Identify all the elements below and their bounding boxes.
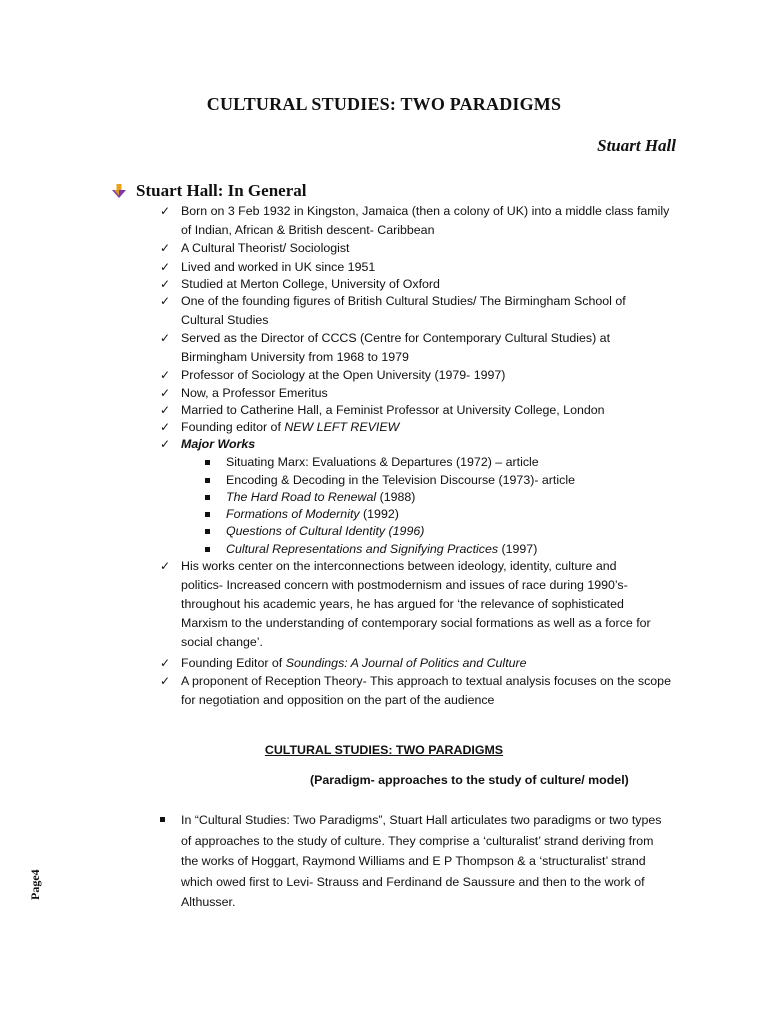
list-item-line: throughout his academic years, he has argued for ‘the relevance of sophisticated (181, 597, 624, 611)
paragraph-line: which owed first to Levi- Strauss and Ferdinand de Saussure and then to the work of (181, 874, 645, 889)
works-list-item (205, 453, 675, 472)
square-bullet-icon (160, 817, 165, 822)
arrow-down-bullet-icon (112, 184, 126, 198)
check-mark-icon: ✓ (160, 204, 171, 218)
paragraph-line: In “Cultural Studies: Two Paradigms”, Stuart Hall articulates two paradigms or two types (181, 813, 662, 827)
list-item-line: A Cultural Theorist/ Sociologist (181, 241, 350, 255)
author-name: Stuart Hall (597, 136, 676, 155)
work-year: (1992) (359, 507, 399, 521)
list-item (160, 202, 680, 240)
check-mark-icon: ✓ (160, 241, 171, 255)
list-item-line: Birmingham University from 1968 to 1979 (181, 350, 409, 364)
list-item-line: Served as the Director of CCCS (Centre for Contemporary Cultural Studies) at (181, 331, 611, 345)
check-mark-icon: ✓ (160, 386, 171, 400)
square-bullet-icon (205, 547, 210, 552)
page-number: Page4 (28, 869, 42, 900)
work-title: Formations of Modernity (226, 507, 360, 521)
section2-subtitle: (Paradigm- approaches to the study of culture/ model) (310, 773, 629, 787)
check-mark-icon: ✓ (160, 368, 171, 382)
list-item-line: Lived and worked in UK since 1951 (181, 260, 376, 274)
list-item-line: of Indian, African & British descent- Caribbean (181, 223, 435, 237)
square-bullet-icon (205, 478, 210, 483)
list-item-line: Marxism to the understanding of contemporary social formations as well as a force for (181, 616, 651, 630)
square-bullet-icon (205, 495, 210, 500)
list-item-text: Founding editor of (181, 420, 285, 434)
check-mark-icon: ✓ (160, 559, 171, 573)
list-item-italic: Soundings: A Journal of Politics and Culture (285, 656, 527, 670)
check-mark-icon: ✓ (160, 403, 171, 417)
list-item-line: Cultural Studies (181, 313, 269, 327)
list-item-line: politics- Increased concern with postmodernism and issues of race during 1990’s- (181, 578, 628, 592)
list-item (160, 672, 680, 710)
paragraph-line: the works of Hoggart, Raymond Williams and E P Thompson & a ‘structuralist’ strand (181, 854, 646, 868)
list-item-line: One of the founding figures of British Cultural Studies/ The Birmingham School of (181, 294, 626, 308)
check-mark-icon: ✓ (160, 294, 171, 308)
list-item-italic: NEW LEFT REVIEW (284, 420, 400, 434)
section2-title: CULTURAL STUDIES: TWO PARADIGMS (264, 743, 504, 757)
check-mark-icon: ✓ (160, 260, 171, 274)
list-item (160, 654, 680, 673)
paragraph-line: Althusser. (181, 895, 236, 909)
check-mark-icon: ✓ (160, 331, 171, 345)
work-title: Situating Marx: Evaluations & Departures (1972) – article (226, 455, 539, 469)
check-mark-icon: ✓ (160, 656, 171, 670)
section-heading-text: Stuart Hall: In General (136, 181, 307, 200)
list-item-line: Professor of Sociology at the Open University (1979- 1997) (181, 368, 506, 382)
work-title: Encoding & Decoding in the Television Discourse (1973)- article (226, 473, 575, 487)
list-item (160, 366, 680, 385)
list-item (160, 329, 680, 367)
paragraph-line: of approaches to the study of culture. They comprise a ‘culturalist’ strand deriving from (181, 833, 654, 848)
list-item-line: for negotiation and opposition on the part of the audience (181, 693, 495, 707)
list-item-label: Major Works (181, 437, 256, 451)
list-item-line: Married to Catherine Hall, a Feminist Professor at University College, London (181, 403, 605, 417)
document-title: CULTURAL STUDIES: TWO PARADIGMS (206, 94, 562, 114)
check-mark-icon: ✓ (160, 437, 171, 451)
works-list-item (205, 522, 675, 541)
check-mark-icon: ✓ (160, 420, 171, 434)
work-year: (1988) (376, 490, 416, 504)
list-item-text: Founding Editor of (181, 656, 286, 670)
list-item-line: social change’. (181, 635, 263, 649)
work-year: (1997) (498, 542, 538, 556)
check-mark-icon: ✓ (160, 674, 171, 688)
list-item-line: A proponent of Reception Theory- This approach to textual analysis focuses on the scope (181, 674, 671, 688)
work-title: The Hard Road to Renewal (226, 490, 377, 504)
list-item-line: Born on 3 Feb 1932 in Kingston, Jamaica (then a colony of UK) into a middle class family (181, 204, 670, 218)
square-bullet-icon (205, 529, 210, 534)
square-bullet-icon (205, 512, 210, 517)
list-item (160, 435, 680, 454)
list-item-line: Now, a Professor Emeritus (181, 386, 328, 400)
list-item (160, 239, 680, 258)
work-title: Cultural Representations and Signifying Practices (226, 542, 499, 556)
list-item-line: His works center on the interconnections between ideology, identity, culture and (181, 559, 617, 573)
list-item-line: Studied at Merton College, University of Oxford (181, 277, 440, 291)
square-bullet-icon (205, 460, 210, 465)
section-heading (112, 181, 306, 201)
work-title: Questions of Cultural Identity (1996) (226, 524, 425, 538)
paradigm-paragraph (160, 810, 680, 913)
list-item (160, 292, 680, 330)
list-item (160, 557, 680, 652)
check-mark-icon: ✓ (160, 277, 171, 291)
